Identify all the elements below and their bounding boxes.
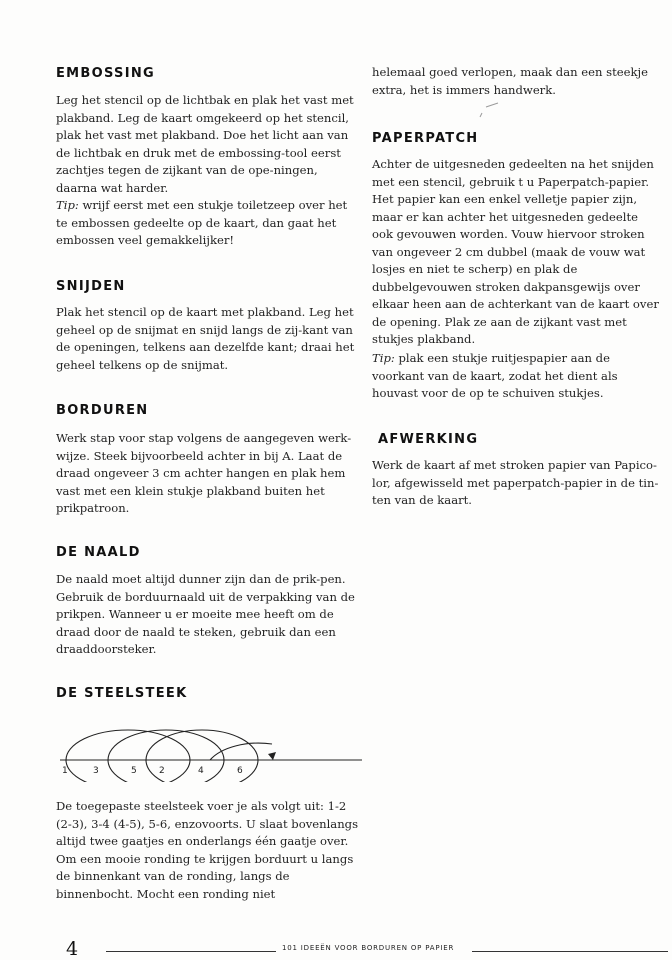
diagram-label-1: 1 <box>62 766 68 776</box>
diagram-label-2: 2 <box>159 766 165 776</box>
heading-snijden: SNIJDEN <box>56 279 126 294</box>
paperpatch-tip <box>372 350 662 403</box>
footer-rule-right <box>472 951 668 952</box>
page-number: 4 <box>66 938 79 960</box>
heading-paperpatch: PAPERPATCH <box>372 131 479 146</box>
footer-rule-left <box>106 951 276 952</box>
heading-de-naald: DE NAALD <box>56 545 141 560</box>
running-title: 101 IDEEËN VOOR BORDUREN OP PAPIER <box>282 944 455 952</box>
stem-stitch-diagram <box>60 722 370 782</box>
paperpatch-text: Achter de uitgesneden gedeelten na het snijden met een stencil, gebruik t u Paperpatch-papier. Het papier kan een enkel velletje papier zijn, maar er kan achter het uitgesneden gedeelte ook gevouwen worden. Vouw hiervoor stroken van ongeveer 2 cm dubbel (maak de vouw wat losjes en niet te scherp) en plak de dubbelgevouwen stroken dakpansgewijs over elkaar heen aan de achterkant van de kaart over de opening. Plak ze aan de zijkant vast met stukjes plakband. <box>372 157 659 346</box>
de-steelsteek-text: De toegepaste steelsteek voer je als volgt uit: 1-2 (2-3), 3-4 (4-5), 5-6, enzovoorts. U slaat bovenlangs altijd twee gaatjes en onderlangs één gaatje over. Om een mooie ronding te krijgen borduurt u langs de binnenkant van de ronding, langs de binnenbocht. Mocht een ronding niet <box>56 799 359 901</box>
diagram-arrowhead <box>268 752 276 760</box>
stray-mark <box>478 97 504 119</box>
embossing-tip-label: Tip: <box>56 198 79 212</box>
diagram-label-5: 5 <box>131 766 137 776</box>
paperpatch-tip-label: Tip: <box>372 351 395 365</box>
diagram-loop-2 <box>108 730 224 782</box>
diagram-label-3: 3 <box>93 766 99 776</box>
de-naald-text: De naald moet altijd dunner zijn dan de prik-pen. Gebruik de borduurnaald uit de verpakking van de prikpen. Wanneer u er moeite mee heeft om de draad door de naald te steken, gebruik dan een draaddoorsteker. <box>56 572 355 656</box>
diagram-label-6: 6 <box>237 766 243 776</box>
embossing-body: Leg het stencil op de lichtbak en plak het vast met plakband. Leg de kaart omgekeerd op het stencil, plak het vast met plakband. Doe het licht aan van de lichtbak en druk met de embossing-tool eerst zachtjes tegen de zijkant van de ope-ningen, daarna wat harder. <box>56 93 354 195</box>
borduren-text: Werk stap voor stap volgens de aangegeven werk-wijze. Steek bijvoorbeeld achter in bij A. Laat de draad ongeveer 3 cm achter hangen en plak hem vast met een klein stukje plakband buiten het prikpatroon. <box>56 431 352 515</box>
heading-afwerking: AFWERKING <box>378 432 479 447</box>
heading-borduren: BORDUREN <box>56 403 149 418</box>
paperpatch-tip-text: plak een stukje ruitjespapier aan de voorkant van de kaart, zodat het dient als houvast voor de op te schuiven stukjes. <box>372 351 618 400</box>
embossing-text <box>56 92 356 250</box>
heading-de-steelsteek: DE STEELSTEEK <box>56 686 188 701</box>
embossing-tip-text: wrijf eerst met een stukje toiletzeep over het te embossen gedeelte op de kaart, dan gaat het embossen veel gemakkelijker! <box>56 198 348 247</box>
diagram-label-4: 4 <box>198 766 204 776</box>
heading-embossing: EMBOSSING <box>56 66 156 81</box>
snijden-text: Plak het stencil op de kaart met plakband. Leg het geheel op de snijmat en snijd langs de zij-kant van de openingen, telkens aan dezelfde kant; draai het geheel telkens op de snijmat. <box>56 305 355 372</box>
afwerking-text: Werk de kaart af met stroken papier van Papico-lor, afgewisseld met paperpatch-papier in de tin-ten van de kaart. <box>372 458 659 507</box>
continued-text: helemaal goed verlopen, maak dan een steekje extra, het is immers handwerk. <box>372 65 648 97</box>
diagram-loop-4 <box>210 743 272 760</box>
